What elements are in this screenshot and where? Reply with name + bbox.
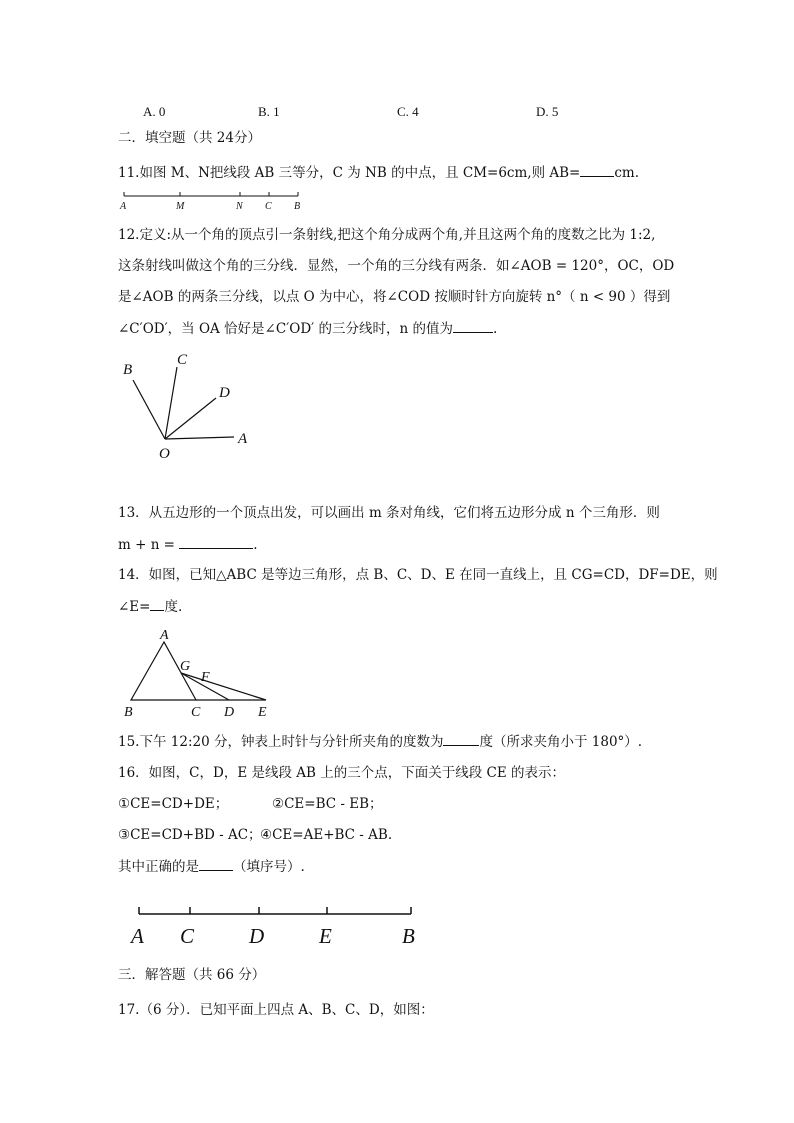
q16-label-a: A: [131, 924, 144, 948]
q14-label-g: G: [180, 659, 191, 674]
q16-item4: ④CE=AE+BC - AB.: [260, 827, 393, 843]
option-c: C. 4: [397, 104, 419, 119]
q14-label-c: C: [191, 705, 201, 720]
q14-label-f: F: [201, 670, 210, 685]
q12-answer-blank[interactable]: [453, 318, 493, 333]
option-a: A. 0: [143, 104, 166, 119]
q13-line2: [118, 534, 258, 555]
q14-answer-blank[interactable]: [150, 596, 164, 611]
q16-answer-blank[interactable]: [199, 856, 233, 871]
q15-text-before: 15.下午 12:20 分，钟表上时针与分针所夹角的度数为: [118, 734, 444, 750]
q11-text: [118, 162, 639, 183]
q11-label-a: A: [120, 201, 127, 212]
q16-label-c: C: [180, 924, 195, 948]
q14-triangle-figure: [118, 625, 278, 720]
q11-segment-figure: [118, 188, 318, 212]
ray-od: [165, 398, 216, 439]
ray-oc: [165, 367, 177, 439]
q16-label-e: E: [319, 924, 332, 948]
q11-label-c: C: [265, 201, 272, 212]
q11-label-m: M: [176, 201, 185, 212]
q16-answer-line: [118, 856, 305, 877]
q11-label-b: B: [294, 201, 301, 212]
q12-label-a: A: [238, 431, 248, 447]
q12-line4-after: .: [493, 321, 498, 337]
q12-label-b: B: [123, 362, 133, 378]
q12-label-o: O: [159, 446, 170, 462]
option-d: D. 5: [536, 104, 559, 119]
q14-line1: 14．如图，已知△ABC 是等边三角形，点 B、C、D、E 在同一直线上，且 CG=CD，DF=DE，则: [118, 567, 718, 583]
q16-item3: ③CE=CD+BD - AC；: [118, 827, 262, 843]
q14-line2-after: 度.: [164, 599, 183, 615]
q12-label-d: D: [219, 385, 230, 401]
q16-line1: 16．如图，C，D，E 是线段 AB 上的三个点，下面关于线段 CE 的表示：: [118, 765, 565, 781]
q12-line1: 12.定义:从一个角的顶点引一条射线,把这个角分成两个角,并且这两个角的度数之比为 1:2,: [118, 227, 656, 243]
q16-item2: ②CE=BC - EB；: [272, 796, 383, 812]
q13-line1: 13．从五边形的一个顶点出发，可以画出 m 条对角线，它们将五边形分成 n 个三角形．则: [118, 505, 660, 521]
q17-text: 17.（6 分）．已知平面上四点 A、B、C、D，如图：: [118, 1002, 434, 1018]
q12-label-c: C: [177, 352, 188, 368]
section2-heading: 二．填空题（共 24分）: [118, 130, 261, 146]
q16-label-d: D: [249, 924, 265, 948]
q11-text-after: cm.: [614, 165, 640, 181]
q15-text-after: 度（所求夹角小于 180°）.: [479, 734, 643, 750]
q12-line3: 是∠AOB 的两条三分线，以点 O 为中心，将∠COD 按顺时针方向旋转 n°（ n < 90 ）得到: [118, 289, 671, 305]
q14-label-d: D: [224, 705, 235, 720]
q12-angle-figure: [118, 348, 268, 466]
q16-item1: ①CE=CD+DE；: [118, 796, 229, 812]
q16-segment-figure: [118, 900, 428, 950]
option-b: B. 1: [258, 104, 280, 119]
q14-line2-before: ∠E=: [118, 599, 151, 615]
q15-text: [118, 731, 642, 752]
q12-line4-before: ∠C′OD′，当 OA 恰好是∠C′OD′ 的三分线时，n 的值为: [118, 321, 454, 337]
q16-answer-before: 其中正确的是: [118, 859, 199, 875]
q16-label-b: B: [402, 924, 415, 948]
q11-label-n: N: [236, 201, 243, 212]
q14-label-e: E: [258, 705, 267, 720]
q12-line4: [118, 318, 497, 339]
ray-oa: [165, 437, 234, 439]
q13-answer-blank[interactable]: [179, 534, 253, 549]
q14-label-a: A: [160, 628, 169, 643]
q13-line2-before: m + n =: [118, 537, 175, 553]
q11-text-before: 11.如图 M、N把线段 AB 三等分，C 为 NB 的中点，且 CM=6cm,则 AB=: [118, 165, 581, 181]
q12-line2: 这条射线叫做这个角的三分线．显然，一个角的三分线有两条．如∠AOB = 120°，OC，OD: [118, 258, 675, 274]
q14-line2: [118, 596, 182, 617]
q16-answer-after: （填序号）.: [233, 859, 305, 875]
ray-ob: [133, 380, 165, 439]
q15-answer-blank[interactable]: [443, 731, 479, 746]
section3-heading: 三．解答题（共 66 分）: [118, 967, 266, 983]
q11-answer-blank[interactable]: [580, 162, 614, 177]
q13-line2-after: .: [253, 537, 258, 553]
q14-label-b: B: [124, 705, 133, 720]
